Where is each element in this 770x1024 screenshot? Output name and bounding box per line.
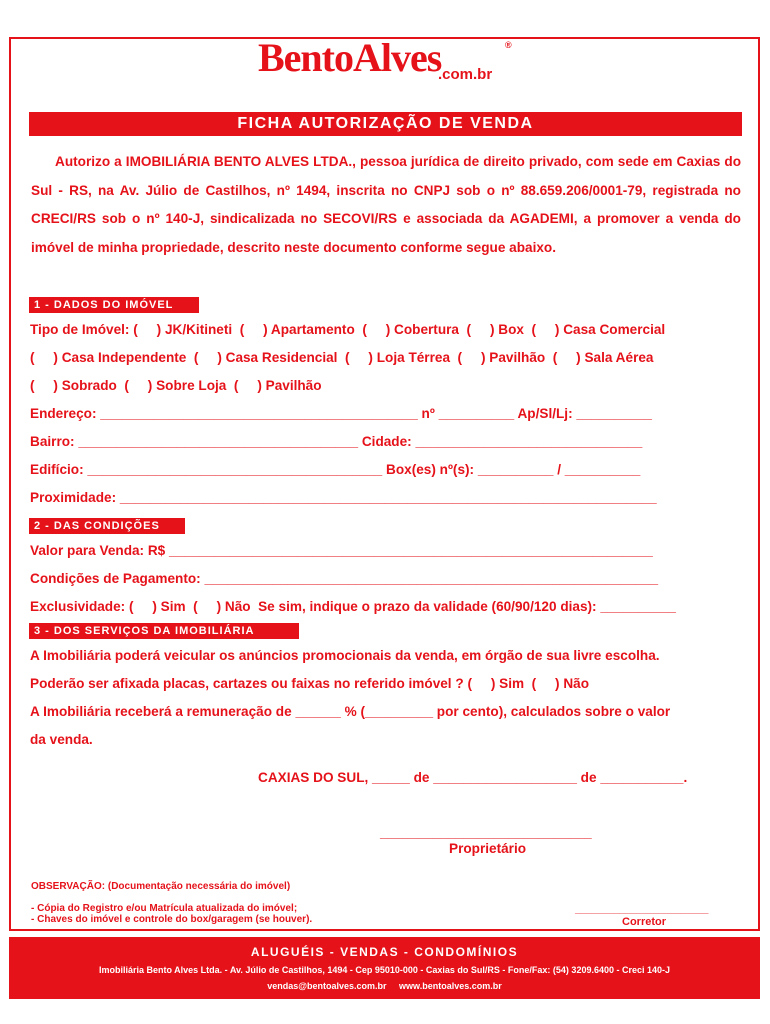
property-type-line-2: ( ) Casa Independente ( ) Casa Residencial ( ) Loja Térrea ( ) Pavilhão ( ) Sala Aérea [30,350,654,365]
footer-contacts: vendas@bentoalves.com.br www.bentoalves.com.br [267,981,502,991]
section-1-header: 1 - DADOS DO IMÓVEL [29,297,199,313]
section-2-header: 2 - DAS CONDIÇÕES [29,518,185,534]
payment-conditions-field: Condições de Pagamento: ____________________________________________________________ [30,571,659,586]
observation-item-1: - Cópia do Registro e/ou Matrícula atualizada do imóvel; [31,903,298,914]
footer-address: Imobiliária Bento Alves Ltda. - Av. Júlio de Castilhos, 1494 - Cep 95010-000 - Caxias do Sul/RS - Fone/Fax: (54) 3209.6400 - Creci 140-J [98,965,671,975]
property-type-line-3: ( ) Sobrado ( ) Sobre Loja ( ) Pavilhão [30,378,322,393]
services-line-4: da venda. [30,732,93,747]
date-line: CAXIAS DO SUL, _____ de ___________________ de ___________. [258,770,688,785]
services-line-1: A Imobiliária poderá veicular os anúncios promocionais da venda, em órgão de sua livre escolha. [30,648,660,663]
intro-paragraph: Autorizo a IMOBILIÁRIA BENTO ALVES LTDA., pessoa jurídica de direito privado, com sede em Caxias do Sul - RS, na Av. Júlio de Castilhos, nº 1494, inscrita no CNPJ sob o nº 88.659.206/0001-79, registrada no CRECI/RS sob o nº 140-J, sindicalizada no SECOVI/RS e associada da AGADEMI, a promover a venda do imóvel de minha propriedade, descrito neste documento conforme segue abaixo. [31,154,741,255]
property-type-line-1: Tipo de Imóvel: ( ) JK/Kitineti ( ) Apartamento ( ) Cobertura ( ) Box ( ) Casa Comercial [30,322,666,337]
building-box-field: Edifício: _______________________________________ Box(es) nº(s): __________ / __________ [30,462,641,477]
owner-signature-line: ____________________________ [380,825,592,840]
owner-signature-label: Proprietário [449,841,527,856]
sale-value-field: Valor para Venda: R$ ________________________________________________________________ [30,543,653,558]
company-logo: BentoAlves [258,35,442,80]
broker-signature-line: ________________________ [575,904,709,915]
services-line-3: A Imobiliária receberá a remuneração de ______ % (_________ por cento), calculados sobre o valor [30,704,671,719]
section-3-header: 3 - DOS SERVIÇOS DA IMOBILIÁRIA [29,623,299,639]
footer-bar [9,937,760,999]
proximity-field: Proximidade: _______________________________________________________________________ [30,490,657,505]
logo-domain: .com.br [438,66,493,83]
footer-services: ALUGUÉIS - VENDAS - CONDOMÍNIOS [250,945,519,959]
broker-signature-label: Corretor [622,916,667,928]
neighborhood-city-field: Bairro: _____________________________________ Cidade: ______________________________ [30,434,643,449]
services-line-2: Poderão ser afixada placas, cartazes ou faixas no referido imóvel ? ( ) Sim ( ) Não [30,676,590,691]
registered-mark: ® [505,40,512,50]
exclusivity-field: Exclusividade: ( ) Sim ( ) Não Se sim, indique o prazo da validade (60/90/120 dias): __________ [30,599,676,614]
address-field: Endereço: __________________________________________ nº __________ Ap/Sl/Lj: __________ [30,406,652,421]
observation-item-2: - Chaves do imóvel e controle do box/garagem (se houver). [31,914,313,925]
form-title: FICHA AUTORIZAÇÃO DE VENDA [29,112,742,136]
observation-title: OBSERVAÇÃO: (Documentação necessária do imóvel) [31,881,291,892]
